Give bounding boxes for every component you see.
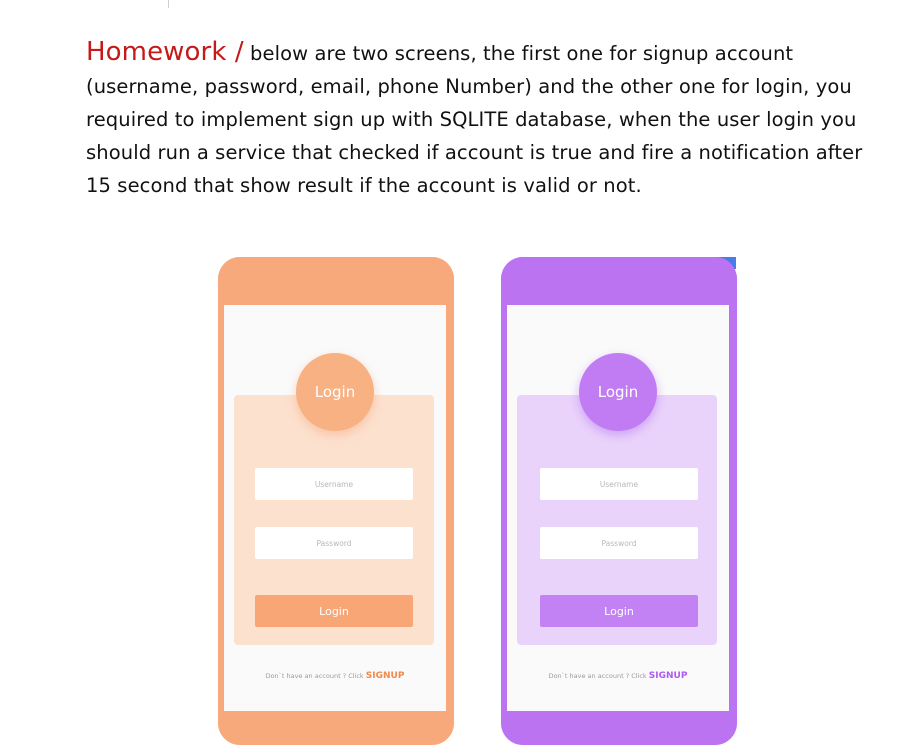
signup-screen-mockup: [218, 257, 454, 745]
login-button[interactable]: [540, 595, 698, 627]
login-button-label: Login: [319, 604, 349, 618]
login-button-label: Login: [604, 604, 634, 618]
homework-text: [86, 36, 876, 202]
page-edge-mark: [168, 0, 169, 8]
username-placeholder: Username: [314, 479, 354, 489]
username-placeholder: Username: [599, 479, 639, 489]
login-button[interactable]: [255, 595, 413, 627]
password-placeholder: Password: [316, 538, 352, 548]
app-top-bar: [501, 257, 737, 305]
signup-prompt: [507, 671, 729, 681]
password-input[interactable]: [540, 527, 698, 559]
app-bottom-bar: [218, 711, 454, 745]
signup-prompt-text: Don`t have an account ? Click: [548, 672, 649, 680]
app-screen: [224, 305, 446, 711]
frame-right-edge: [446, 305, 454, 711]
homework-body: below are two screens, the first one for signup account (username, password, email, phone Number) and the other one for login, you required to implement sign up with SQLITE database, when the user login you should run a service that checked if account is true and fire a notification after 15 second that show result if the account is valid or not.: [86, 42, 863, 197]
signup-link[interactable]: SIGNUP: [365, 671, 405, 681]
homework-heading: Homework /: [86, 37, 244, 67]
password-input[interactable]: [255, 527, 413, 559]
app-top-bar: [218, 257, 454, 305]
signup-link[interactable]: SIGNUP: [648, 671, 688, 681]
login-circle-badge: [296, 353, 374, 431]
login-circle-label: Login: [314, 383, 356, 401]
login-circle-label: Login: [597, 383, 639, 401]
login-circle-badge: [579, 353, 657, 431]
username-input[interactable]: [540, 468, 698, 500]
username-input[interactable]: [255, 468, 413, 500]
password-placeholder: Password: [601, 538, 637, 548]
login-screen-mockup: [501, 257, 737, 745]
frame-right-edge: [729, 305, 737, 711]
app-screen: [507, 305, 729, 711]
signup-prompt: [224, 671, 446, 681]
app-bottom-bar: [501, 711, 737, 745]
signup-prompt-text: Don`t have an account ? Click: [265, 672, 366, 680]
